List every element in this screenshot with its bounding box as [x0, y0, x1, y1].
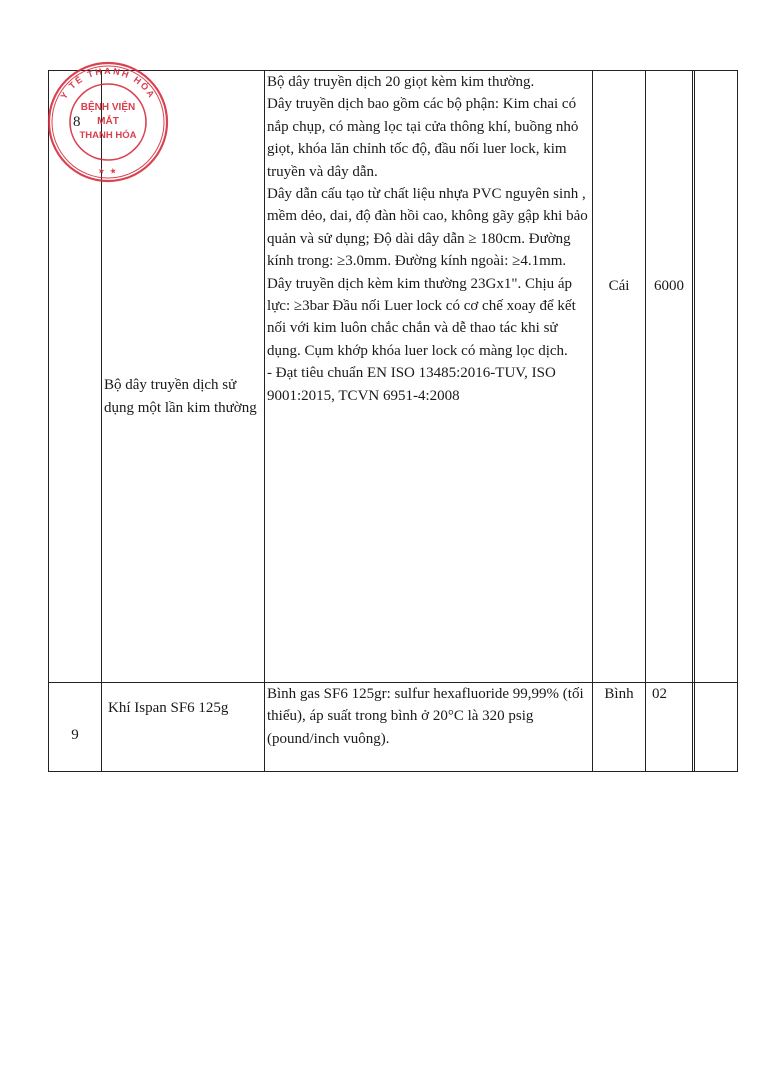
description-line: Dây dẫn cấu tạo từ chất liệu nhựa PVC nguyên sinh , mềm dẻo, dai, độ đàn hồi cao, không gãy gập khi bảo quản và sử dụng; Độ dài dây dẫn ≥ 180cm. Đường kính trong: ≥3.0mm. Đường kính ngoài: ≥4.1mm. Dây truyền dịch kèm kim thường 23Gx1". Chịu áp lực: ≥3bar Đầu nối Luer lock có cơ chế xoay để kết nối với kim luôn chắc chắn và dễ thao tác khi sử dụng. Cụm khớp khóa luer lock có màng lọc dịch. [267, 186, 588, 359]
row-number: 9 [49, 683, 102, 772]
row-number: 8 [49, 71, 102, 683]
item-unit: Cái [593, 71, 646, 683]
seal-line-3: THANH HÓA [79, 130, 137, 141]
item-description [265, 683, 593, 772]
seal-line-1: BỆNH VIỆN [80, 102, 136, 113]
table-row [49, 683, 738, 772]
table-row [49, 71, 738, 683]
items-table [48, 70, 738, 772]
item-name: Khí Ispan SF6 125g [102, 683, 265, 772]
item-quantity: 02 [646, 683, 693, 772]
description-line: Bình gas SF6 125gr: sulfur hexafluoride 99,99% (tối thiểu), áp suất trong bình ở 20°C là 320 psig (pound/inch vuông). [267, 686, 584, 747]
empty-cell [695, 683, 738, 772]
item-quantity: 6000 [646, 71, 693, 683]
description-line: Bộ dây truyền dịch 20 giọt kèm kim thường. [267, 74, 535, 90]
empty-cell [695, 71, 738, 683]
item-unit: Bình [593, 683, 646, 772]
seal-line-2: MẮT [97, 116, 119, 127]
item-description [265, 71, 593, 683]
item-name: Bộ dây truyền dịch sử dụng một lần kim thường [102, 71, 265, 683]
description-line: Dây truyền dịch bao gồm các bộ phận: Kim chai có nắp chụp, có màng lọc tại cửa thông khí, buồng nhỏ giọt, khóa lăn chỉnh tốc độ, đầu nối luer lock, kim truyền và dây dẫn. [267, 96, 579, 180]
description-line: - Đạt tiêu chuẩn EN ISO 13485:2016-TUV, ISO 9001:2015, TCVN 6951-4:2008 [267, 365, 556, 404]
svg-text:Y TẾ THANH HÓA: Y TẾ THANH HÓA [58, 65, 158, 101]
svg-text:★ ★: ★ ★ [97, 166, 119, 177]
